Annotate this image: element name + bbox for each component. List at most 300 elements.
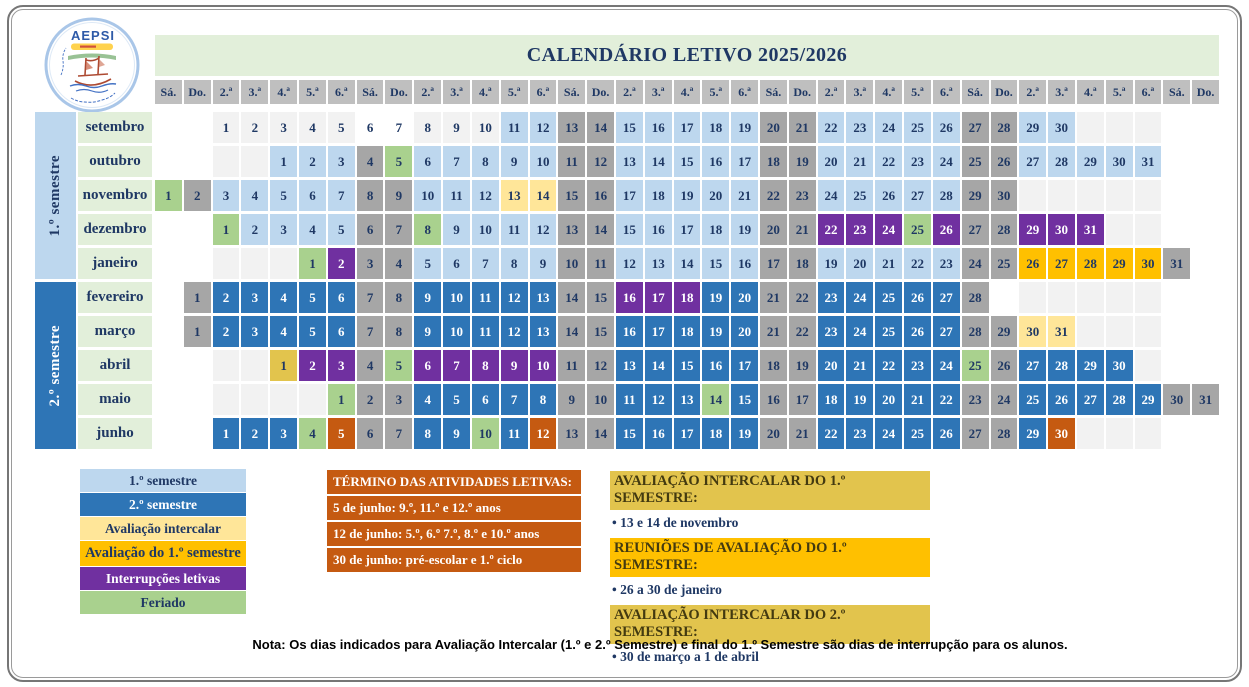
day-cell: 16 [702, 350, 729, 381]
day-cell: 8 [472, 146, 499, 177]
day-cell: 29 [1019, 214, 1046, 245]
day-cell: 17 [645, 282, 672, 313]
weekday-header-cell: 5.ª [299, 80, 326, 104]
day-cell [1135, 316, 1162, 347]
weekday-header-cell: 2.ª [616, 80, 643, 104]
day-cell: 11 [472, 316, 499, 347]
day-cell: 7 [328, 180, 355, 211]
day-cell: 10 [530, 146, 557, 177]
day-cell: 5 [443, 384, 470, 415]
day-cell: 15 [558, 180, 585, 211]
day-cell: 20 [702, 180, 729, 211]
day-cell: 10 [443, 282, 470, 313]
weekday-header-cell: Sá. [1163, 80, 1190, 104]
day-cell: 22 [760, 180, 787, 211]
day-cell: 11 [587, 248, 614, 279]
day-cell: 29 [1019, 112, 1046, 143]
info-section-bullet: • 26 a 30 de janeiro [612, 582, 722, 597]
day-cell: 18 [760, 146, 787, 177]
day-cell [1135, 112, 1162, 143]
day-cell [155, 418, 182, 449]
day-cell: 5 [385, 146, 412, 177]
day-cell: 18 [702, 214, 729, 245]
month-row [155, 418, 1219, 449]
day-cell: 8 [414, 112, 441, 143]
termino-item: 30 de junho: pré-escolar e 1.º ciclo [327, 548, 581, 572]
day-cell: 3 [270, 418, 297, 449]
day-cell: 31 [1077, 214, 1104, 245]
day-cell: 19 [789, 146, 816, 177]
weekday-header-cell: 6.ª [530, 80, 557, 104]
day-cell: 24 [846, 316, 873, 347]
day-cell: 14 [645, 146, 672, 177]
day-cell: 13 [616, 146, 643, 177]
day-cell [1106, 418, 1133, 449]
day-cell [213, 146, 240, 177]
day-cell [1192, 146, 1219, 177]
day-cell: 9 [443, 418, 470, 449]
day-cell [1192, 350, 1219, 381]
day-cell: 3 [241, 282, 268, 313]
month-label: abril [78, 350, 152, 381]
weekday-header-cell: Sá. [357, 80, 384, 104]
info-section-bullet: • 13 e 14 de novembro [612, 515, 739, 530]
day-cell [1163, 180, 1190, 211]
day-cell: 30 [1048, 418, 1075, 449]
semester-2-bar [35, 282, 76, 449]
weekday-header-cell: 6.ª [731, 80, 758, 104]
day-cell: 9 [443, 214, 470, 245]
day-cell: 9 [385, 180, 412, 211]
day-cell: 17 [616, 180, 643, 211]
weekday-header-cell: 3.ª [846, 80, 873, 104]
day-cell: 14 [674, 248, 701, 279]
day-cell [213, 384, 240, 415]
day-cell: 20 [731, 316, 758, 347]
day-cell: 17 [789, 384, 816, 415]
day-cell [155, 282, 182, 313]
day-cell: 4 [299, 214, 326, 245]
day-cell: 27 [933, 282, 960, 313]
weekday-header-cell: 2.ª [818, 80, 845, 104]
day-cell: 19 [731, 418, 758, 449]
day-cell: 19 [702, 282, 729, 313]
day-cell: 6 [414, 350, 441, 381]
day-cell: 14 [558, 316, 585, 347]
day-cell: 19 [731, 214, 758, 245]
day-cell: 5 [299, 282, 326, 313]
weekday-header-cell: 6.ª [328, 80, 355, 104]
day-cell: 13 [530, 316, 557, 347]
day-cell: 10 [414, 180, 441, 211]
day-cell: 5 [385, 350, 412, 381]
weekday-header-cell: 4.ª [674, 80, 701, 104]
day-cell: 22 [875, 146, 902, 177]
month-row [155, 248, 1219, 279]
weekday-header-cell: 2.ª [1019, 80, 1046, 104]
day-cell: 3 [385, 384, 412, 415]
day-cell: 8 [472, 350, 499, 381]
day-cell [155, 214, 182, 245]
day-cell: 27 [1077, 384, 1104, 415]
day-cell: 31 [1048, 316, 1075, 347]
day-cell: 5 [328, 418, 355, 449]
day-cell: 13 [558, 112, 585, 143]
day-cell: 16 [760, 384, 787, 415]
day-cell: 11 [443, 180, 470, 211]
day-cell: 26 [1048, 384, 1075, 415]
day-cell: 11 [558, 350, 585, 381]
day-cell: 24 [962, 248, 989, 279]
day-cell: 9 [501, 146, 528, 177]
day-cell: 25 [962, 350, 989, 381]
day-cell: 30 [1106, 350, 1133, 381]
weekday-header-cell: 5.ª [904, 80, 931, 104]
day-cell: 26 [933, 214, 960, 245]
day-cell: 4 [357, 350, 384, 381]
day-cell: 29 [991, 316, 1018, 347]
day-cell: 19 [818, 248, 845, 279]
weekday-header-cell: 3.ª [241, 80, 268, 104]
month-label: fevereiro [78, 282, 152, 313]
day-cell: 8 [501, 248, 528, 279]
day-cell: 10 [530, 350, 557, 381]
day-cell [184, 146, 211, 177]
day-cell [1163, 350, 1190, 381]
day-cell [1077, 180, 1104, 211]
day-cell: 27 [962, 112, 989, 143]
day-cell: 1 [328, 384, 355, 415]
day-cell [155, 316, 182, 347]
day-cell [1106, 282, 1133, 313]
day-cell: 23 [904, 146, 931, 177]
day-cell: 5 [328, 112, 355, 143]
month-label: março [78, 316, 152, 347]
day-cell: 7 [357, 316, 384, 347]
day-cell: 11 [501, 418, 528, 449]
day-cell: 21 [789, 112, 816, 143]
day-cell: 13 [674, 384, 701, 415]
day-cell: 3 [270, 112, 297, 143]
day-cell: 28 [1048, 350, 1075, 381]
legend-item: 2.º semestre [80, 493, 246, 516]
day-cell: 17 [731, 146, 758, 177]
day-cell: 5 [414, 248, 441, 279]
day-cell: 6 [414, 146, 441, 177]
day-cell: 7 [357, 282, 384, 313]
day-cell: 13 [558, 214, 585, 245]
day-cell: 18 [760, 350, 787, 381]
day-cell: 25 [991, 248, 1018, 279]
day-cell: 3 [270, 214, 297, 245]
day-cell [213, 248, 240, 279]
day-cell: 31 [1163, 248, 1190, 279]
day-cell: 19 [846, 384, 873, 415]
day-cell: 27 [904, 180, 931, 211]
weekday-header-cell: 6.ª [933, 80, 960, 104]
day-cell: 25 [875, 316, 902, 347]
logo-acronym: AEPSI [70, 28, 116, 43]
day-cell: 15 [587, 282, 614, 313]
day-cell: 1 [270, 350, 297, 381]
day-cell: 18 [674, 316, 701, 347]
month-row [155, 350, 1219, 381]
day-cell: 5 [328, 214, 355, 245]
day-cell: 25 [962, 146, 989, 177]
weekday-header-cell: 3.ª [1048, 80, 1075, 104]
day-cell: 22 [875, 350, 902, 381]
day-cell: 21 [846, 350, 873, 381]
day-cell: 6 [443, 248, 470, 279]
day-cell: 9 [414, 282, 441, 313]
day-cell: 18 [702, 418, 729, 449]
day-cell: 7 [385, 112, 412, 143]
legend-item: Avaliação intercalar [80, 517, 246, 540]
day-cell: 16 [616, 316, 643, 347]
day-cell: 26 [904, 282, 931, 313]
day-cell: 12 [616, 248, 643, 279]
day-cell: 23 [846, 112, 873, 143]
day-cell: 21 [904, 384, 931, 415]
day-cell: 27 [1048, 248, 1075, 279]
weekday-header-cell: Do. [1192, 80, 1219, 104]
day-cell: 16 [645, 418, 672, 449]
day-cell: 12 [472, 180, 499, 211]
month-label: maio [78, 384, 152, 415]
weekday-header-cell: 5.ª [1106, 80, 1133, 104]
day-cell: 26 [1019, 248, 1046, 279]
weekday-header-cell: 4.ª [875, 80, 902, 104]
day-cell: 29 [1077, 350, 1104, 381]
day-cell [1019, 180, 1046, 211]
day-cell: 31 [1192, 384, 1219, 415]
day-cell: 4 [385, 248, 412, 279]
day-cell: 1 [270, 146, 297, 177]
day-cell: 1 [299, 248, 326, 279]
day-cell: 25 [1019, 384, 1046, 415]
day-cell: 2 [241, 214, 268, 245]
day-cell: 20 [846, 248, 873, 279]
day-cell: 14 [558, 282, 585, 313]
day-cell [184, 112, 211, 143]
termino-item: 12 de junho: 5.º, 6.º 7.º, 8.º e 10.º anos [327, 522, 581, 546]
weekday-header-cell: 5.ª [702, 80, 729, 104]
day-cell: 18 [674, 282, 701, 313]
day-cell: 7 [501, 384, 528, 415]
info-section-title: AVALIAÇÃO INTERCALAR DO 2.º SEMESTRE: [610, 605, 930, 644]
month-label: dezembro [78, 214, 152, 245]
day-cell: 22 [789, 282, 816, 313]
day-cell: 6 [328, 282, 355, 313]
day-cell: 17 [674, 418, 701, 449]
day-cell [991, 282, 1018, 313]
day-cell: 17 [760, 248, 787, 279]
day-cell: 14 [530, 180, 557, 211]
day-cell: 23 [818, 282, 845, 313]
day-cell [155, 350, 182, 381]
day-cell: 8 [385, 316, 412, 347]
day-cell: 1 [213, 112, 240, 143]
day-cell: 9 [414, 316, 441, 347]
month-label: setembro [78, 112, 152, 143]
day-cell: 6 [299, 180, 326, 211]
day-cell: 3 [328, 350, 355, 381]
day-cell [1106, 112, 1133, 143]
month-row [155, 214, 1219, 245]
day-cell: 25 [846, 180, 873, 211]
day-cell [1192, 418, 1219, 449]
day-cell: 28 [1077, 248, 1104, 279]
day-cell: 28 [962, 282, 989, 313]
legend-item: Avaliação do 1.º semestre [80, 541, 246, 566]
day-cell: 21 [789, 418, 816, 449]
day-cell: 24 [933, 146, 960, 177]
weekday-header-cell: 5.ª [501, 80, 528, 104]
day-cell: 29 [1106, 248, 1133, 279]
day-cell: 20 [760, 214, 787, 245]
day-cell: 11 [616, 384, 643, 415]
day-cell: 12 [587, 146, 614, 177]
day-cell: 16 [645, 112, 672, 143]
day-cell: 1 [213, 214, 240, 245]
day-cell [1106, 214, 1133, 245]
day-cell: 7 [443, 146, 470, 177]
month-label: janeiro [78, 248, 152, 279]
info-section-title: AVALIAÇÃO INTERCALAR DO 1.º SEMESTRE: [610, 471, 930, 510]
day-cell [1135, 180, 1162, 211]
day-cell: 8 [357, 180, 384, 211]
day-cell [1077, 112, 1104, 143]
month-label: outubro [78, 146, 152, 177]
day-cell: 29 [962, 180, 989, 211]
day-cell: 24 [818, 180, 845, 211]
day-cell: 15 [616, 112, 643, 143]
weekday-header-cell: Do. [184, 80, 211, 104]
day-cell: 30 [1048, 214, 1075, 245]
day-cell: 30 [1163, 384, 1190, 415]
day-cell: 18 [702, 112, 729, 143]
info-section-title: REUNIÕES DE AVALIAÇÃO DO 1.º SEMESTRE: [610, 538, 930, 577]
day-cell: 27 [933, 316, 960, 347]
day-cell: 15 [674, 350, 701, 381]
day-cell: 22 [933, 384, 960, 415]
day-cell [1163, 316, 1190, 347]
day-cell: 5 [270, 180, 297, 211]
day-cell: 23 [846, 214, 873, 245]
day-cell: 16 [645, 214, 672, 245]
day-cell: 21 [760, 316, 787, 347]
day-cell: 24 [875, 214, 902, 245]
legend [80, 469, 246, 614]
day-cell [1019, 282, 1046, 313]
day-cell: 22 [818, 112, 845, 143]
day-cell: 22 [789, 316, 816, 347]
weekday-header-cell: Do. [789, 80, 816, 104]
day-cell: 28 [991, 214, 1018, 245]
day-cell [184, 384, 211, 415]
day-cell [184, 350, 211, 381]
weekday-header-row [155, 80, 1219, 104]
day-cell: 1 [213, 418, 240, 449]
day-cell [1163, 418, 1190, 449]
day-cell [155, 112, 182, 143]
day-cell: 28 [933, 180, 960, 211]
day-cell: 12 [530, 418, 557, 449]
day-cell [184, 214, 211, 245]
semester-2-label: 2.º semestre [47, 324, 63, 407]
day-cell [155, 146, 182, 177]
day-cell: 13 [501, 180, 528, 211]
day-cell: 28 [991, 418, 1018, 449]
weekday-header-cell: 2.ª [213, 80, 240, 104]
month-row [155, 384, 1219, 415]
day-cell: 31 [1135, 146, 1162, 177]
day-cell: 26 [904, 316, 931, 347]
day-cell: 27 [1019, 146, 1046, 177]
day-cell: 10 [587, 384, 614, 415]
day-cell: 28 [962, 316, 989, 347]
day-cell: 12 [501, 282, 528, 313]
page-title: CALENDÁRIO LETIVO 2025/2026 [155, 35, 1219, 76]
day-cell: 7 [472, 248, 499, 279]
month-label: junho [78, 418, 152, 449]
day-cell: 12 [645, 384, 672, 415]
day-cell: 12 [501, 316, 528, 347]
month-row [155, 146, 1219, 177]
logo-red-mark [80, 46, 96, 48]
day-cell: 6 [328, 316, 355, 347]
month-row [155, 316, 1219, 347]
weekday-header-cell: 6.ª [1135, 80, 1162, 104]
day-cell [1077, 418, 1104, 449]
day-cell: 16 [702, 146, 729, 177]
day-cell: 4 [241, 180, 268, 211]
day-cell [1135, 282, 1162, 313]
day-cell: 13 [616, 350, 643, 381]
day-cell: 21 [875, 248, 902, 279]
weekday-header-cell: Do. [991, 80, 1018, 104]
day-cell: 2 [299, 350, 326, 381]
day-cell: 4 [414, 384, 441, 415]
day-cell: 29 [1135, 384, 1162, 415]
day-cell: 12 [530, 214, 557, 245]
day-cell: 6 [357, 112, 384, 143]
day-cell [1163, 214, 1190, 245]
day-cell [1048, 180, 1075, 211]
day-cell: 14 [587, 214, 614, 245]
day-cell [184, 418, 211, 449]
day-cell: 20 [760, 418, 787, 449]
day-cell: 3 [357, 248, 384, 279]
day-cell: 19 [731, 112, 758, 143]
day-cell: 20 [818, 146, 845, 177]
day-cell: 20 [875, 384, 902, 415]
semester-1-bar [35, 112, 76, 279]
day-cell: 16 [731, 248, 758, 279]
info-section-bullet: • 30 de março a 1 de abril [612, 649, 759, 664]
day-cell: 12 [587, 350, 614, 381]
day-cell: 2 [213, 316, 240, 347]
day-cell: 30 [991, 180, 1018, 211]
day-cell: 27 [1019, 350, 1046, 381]
day-cell: 13 [558, 418, 585, 449]
day-cell [1135, 350, 1162, 381]
day-cell: 17 [674, 214, 701, 245]
day-cell [241, 146, 268, 177]
day-cell [270, 248, 297, 279]
day-cell: 10 [472, 112, 499, 143]
termino-title: TÉRMINO DAS ATIVIDADES LETIVAS: [327, 470, 581, 494]
